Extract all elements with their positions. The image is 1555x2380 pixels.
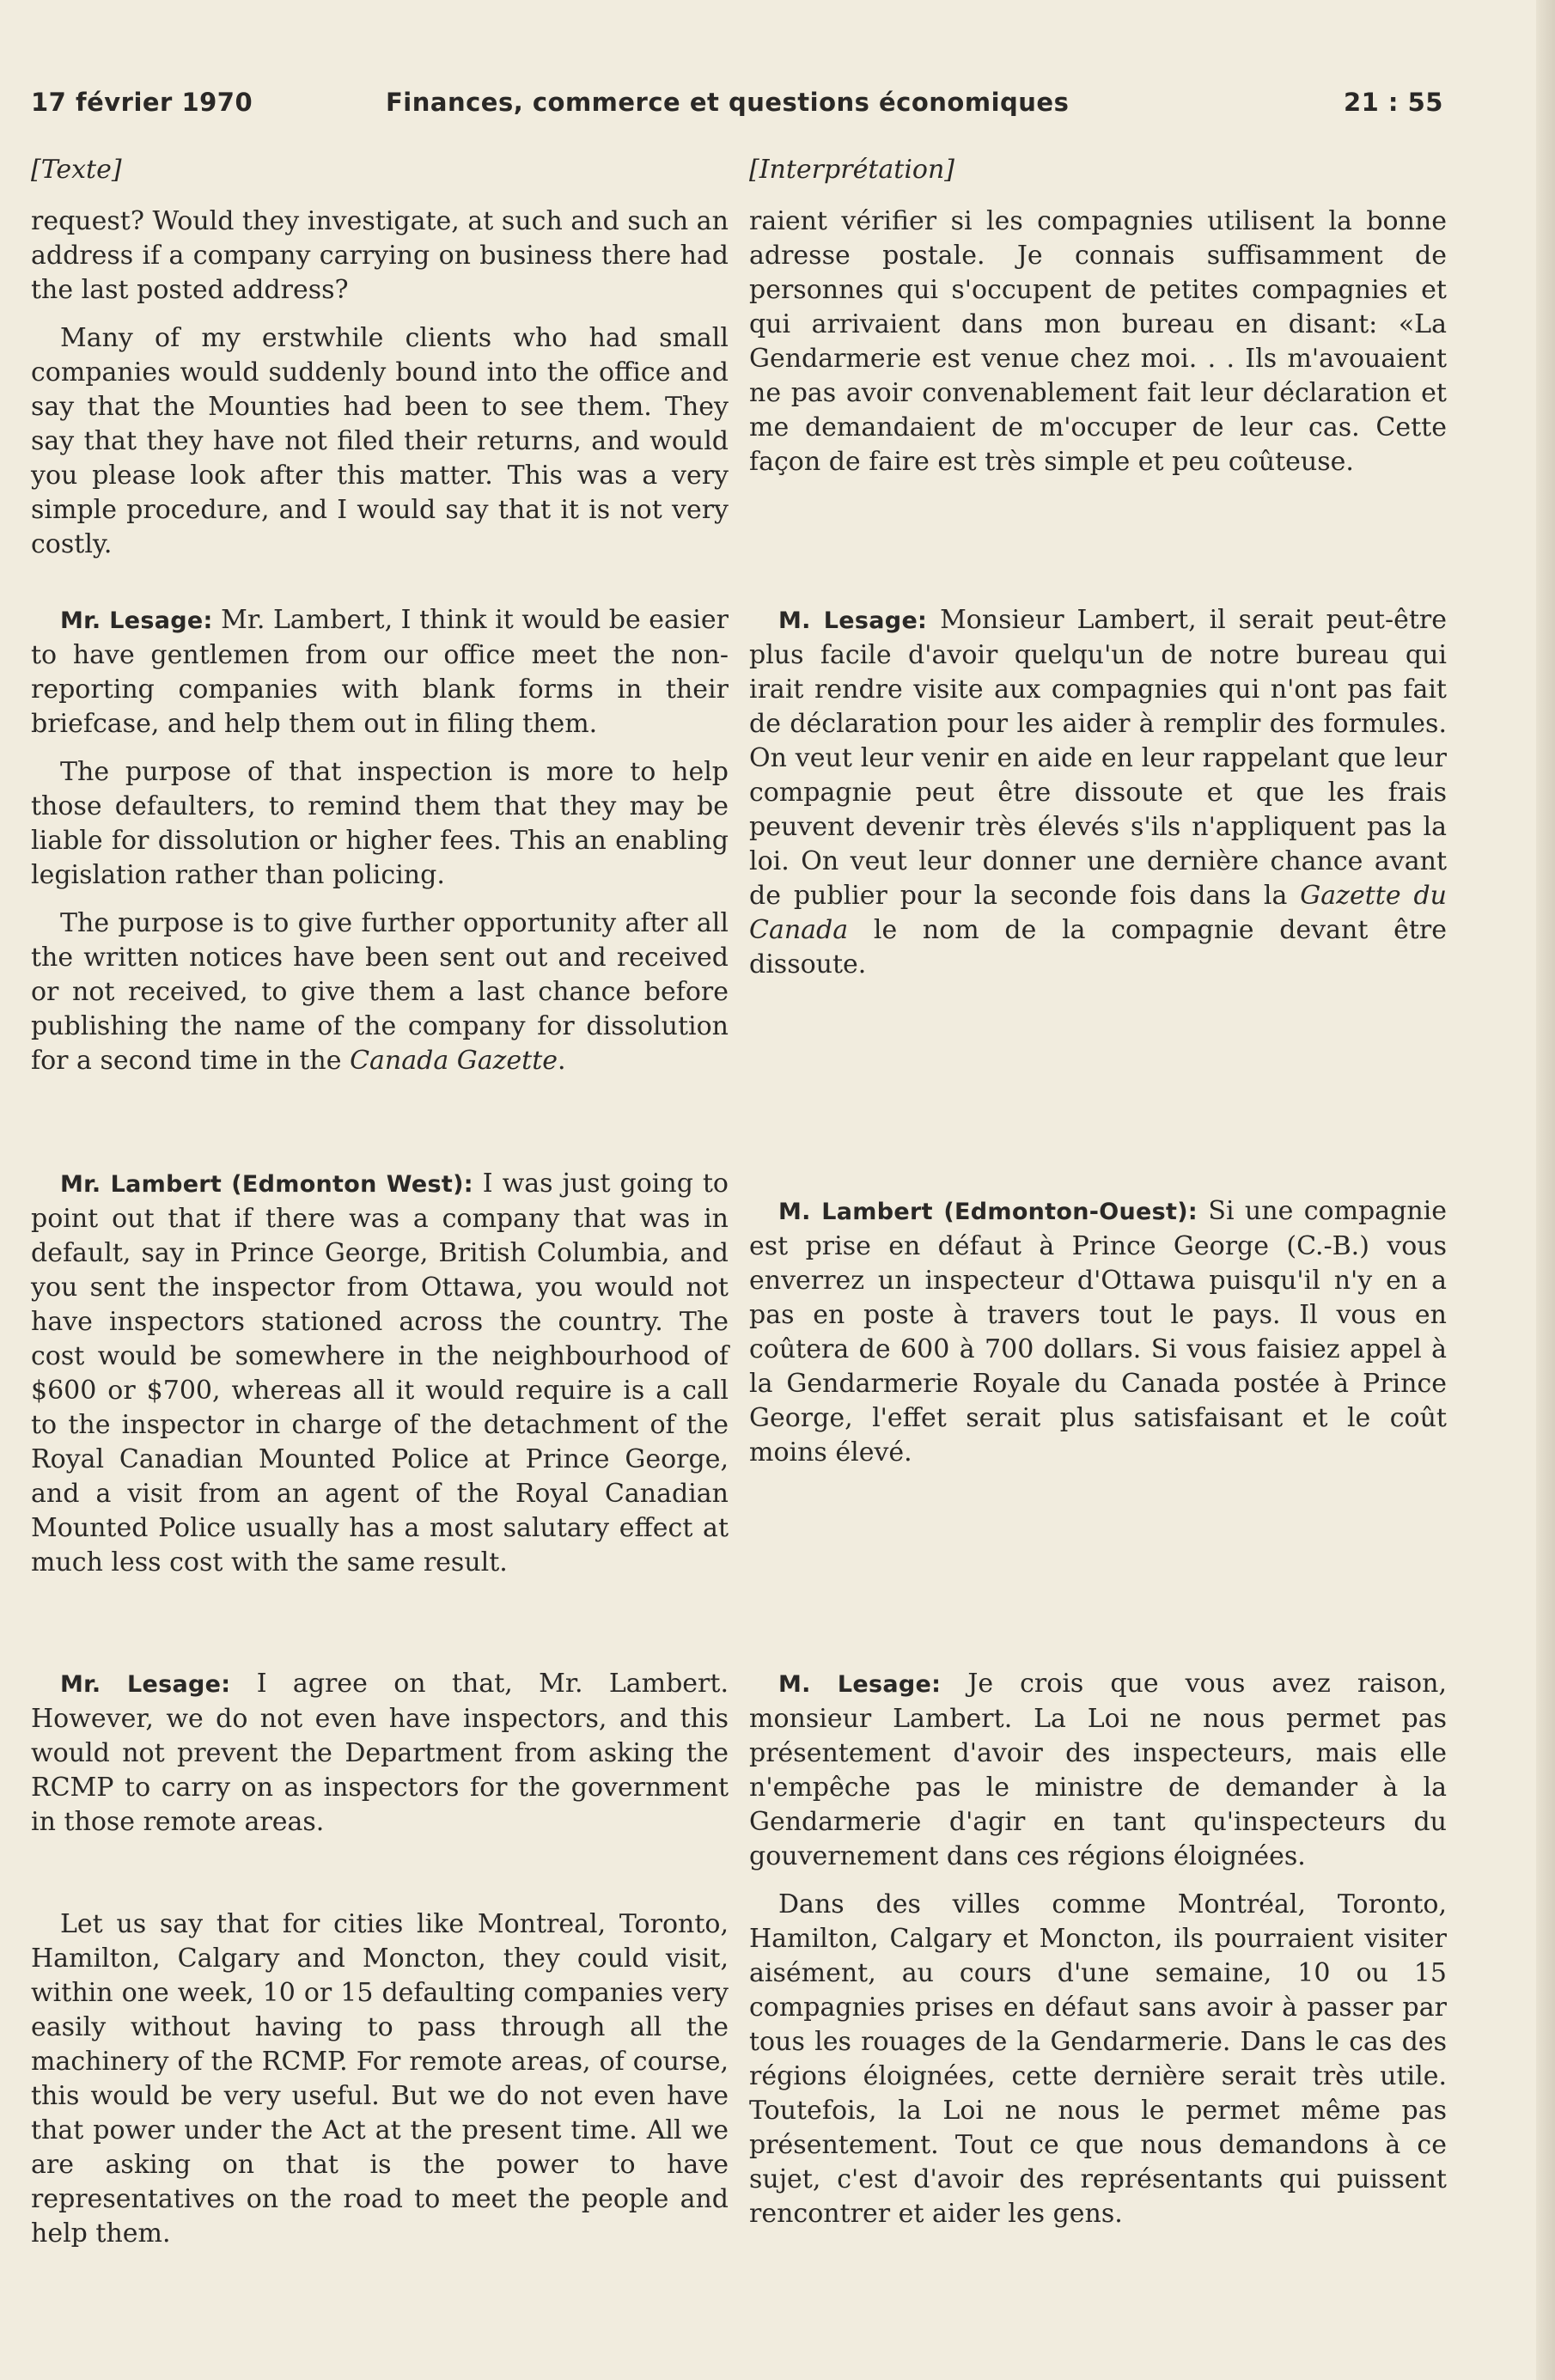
- speech-lambert-fr: M. Lambert (Edmonton-Ouest): Si une compagnie est prise en défaut à Prince George (C.-B.) vous enverrez un inspecteur d'Ottawa puisqu'il n'y en a pas en poste à travers tout le pays. Il vous en coûtera de 600 à 700 dollars. Si vous faisiez appel à la Gendarmerie Royale du Canada postée à Prince George, l'effet serait plus satisfaisant et le coût moins élevé.: [749, 1196, 1448, 1468]
- section-label-interpretation: [Interprétation]: [749, 155, 955, 185]
- header-title: Finances, commerce et questions économiques: [386, 88, 1070, 117]
- english-column: [31, 155, 729, 2249]
- speech-lesage-3: Let us say that for cities like Montreal, Toronto, Hamilton, Calgary and Moncton, they could visit, within one week, 10 or 15 defaulting companies very easily without having to pass through all the machinery of the RCMP. For remote areas, of course, this would be very useful. But we do not even have that power under the Act at the present time. All we are asking on that is the power to have representatives on the road to meet the people and help them.: [31, 1909, 729, 2249]
- section-label-texte: [Texte]: [31, 155, 122, 185]
- speaker-name: M. Lambert (Edmonton-Ouest):: [778, 1199, 1198, 1225]
- speaker-name: M. Lesage:: [778, 607, 928, 634]
- speaker-name: Mr. Lesage:: [60, 607, 213, 634]
- header-page-number: 21 : 55: [1343, 88, 1443, 117]
- header-date: 17 février 1970: [31, 88, 253, 117]
- running-header: [31, 88, 1443, 131]
- speech-lesage-1-fr: M. Lesage: Monsieur Lambert, il serait peut-être plus facile d'avoir quelqu'un de notre bureau qui irait rendre visite aux compagnies qui n'ont pas fait de déclaration pour les aider à remplir des formules. On veut leur venir en aide en leur rappelant que leur compagnie peut être dissoute et que les frais peuvent devenir très élevés s'ils n'appliquent pas la loi. On veut leur donner une dernière chance avant de publier pour la seconde fois dans la Gazette du Canada le nom de la compagnie devant être dissoute.: [749, 605, 1447, 979]
- speech-lesage-2: Mr. Lesage: I agree on that, Mr. Lambert. However, we do not even have inspectors, and this would not prevent the Department from asking the RCMP to carry on as inspectors for the government in those remote areas.: [31, 1669, 729, 1837]
- speech-lesage-1: Mr. Lesage: Mr. Lambert, I think it would be easier to have gentlemen from our office meet the non-reporting companies with blank forms in their briefcase, and help them out in filing them. The purpose of that inspection is more to help those defaulters, to remind them that they may be liable for dissolution or higher fees. This an enabling legislation rather than policing. The purpose is to give further opportunity after all the written notices have been sent out and received or not received, to give them a last chance before publishing the name of the company for dissolution for a second time in the Canada Gazette.: [31, 605, 729, 1076]
- speaker-name: M. Lesage:: [778, 1671, 942, 1698]
- paragraph-continuation: request? Would they investigate, at such and such an address if a company carrying on business there had the last posted address? Many of my erstwhile clients who had small companies would suddenly bound into the office and say that the Mounties had been to see them. They say that they have not filed their returns, and would you please look after this matter. This was a very simple procedure, and I would say that it is not very costly.: [31, 206, 729, 559]
- page-edge-shadow: [1536, 0, 1555, 2380]
- speech-lesage-2-fr: M. Lesage: Je crois que vous avez raison, monsieur Lambert. La Loi ne nous permet pas présentement d'avoir des inspecteurs, mais elle n'empêche pas le ministre de demander à la Gendarmerie d'agir en tant qu'inspecteurs du gouvernement dans ces régions éloignées. Dans des villes comme Montréal, Toronto, Hamilton, Calgary et Moncton, ils pourraient visiter aisément, au cours d'une semaine, 10 ou 15 compagnies prises en défaut sans avoir à passer par tous les rouages de la Gendarmerie. Dans le cas des régions éloignées, cette dernière serait très utile. Toutefois, la Loi ne nous le permet même pas présentement. Tout ce que nous demandons à ce sujet, c'est d'avoir des représentants qui puissent rencontrer et aider les gens.: [749, 1669, 1447, 2229]
- speaker-name: Mr. Lesage:: [60, 1671, 231, 1698]
- paragraph-continuation-fr: raient vérifier si les compagnies utilisent la bonne adresse postale. Je connais suffisamment de personnes qui s'occupent de petites compagnies et qui arrivaient dans mon bureau en disant: «La Gendarmerie est venue chez moi. . . Ils m'avouaient ne pas avoir convenablement fait leur déclaration et me demandaient de m'occuper de leur cas. Cette façon de faire est très simple et peu coûteuse.: [749, 206, 1447, 477]
- speech-lambert: Mr. Lambert (Edmonton West): I was just going to point out that if there was a company that was in default, say in Prince George, British Columbia, and you sent the inspector from Ottawa, you would not have inspectors stationed across the country. The cost would be somewhere in the neighbourhood of $600 or $700, whereas all it would require is a call to the inspector in charge of the detachment of the Royal Canadian Mounted Police at Prince George, and a visit from an agent of the Royal Canadian Mounted Police usually has a most salutary effect at much less cost with the same result.: [31, 1169, 729, 1578]
- french-column: [749, 155, 1448, 2229]
- speaker-name: Mr. Lambert (Edmonton West):: [60, 1171, 473, 1198]
